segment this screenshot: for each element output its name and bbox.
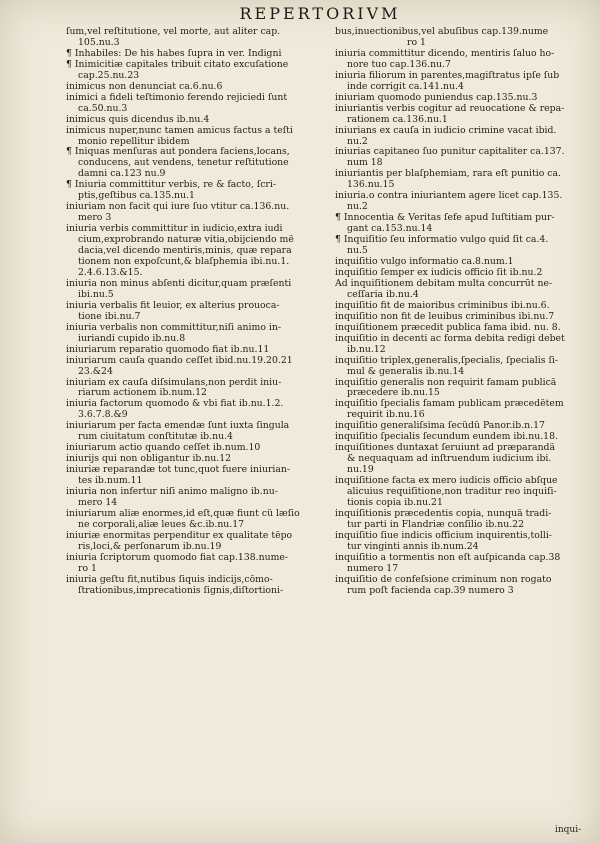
index-line: inquiſitio vulgo informatio ca.8.num.1 xyxy=(335,257,514,268)
index-line: 3.6.7.8.&9 xyxy=(78,410,128,421)
index-line: numero 17 xyxy=(347,563,399,574)
index-line: inquiſitio in decenti ac forma debita redigi debet xyxy=(335,333,565,344)
index-line: requirit ib.nu.16 xyxy=(347,410,425,421)
index-line: inimici a fideli teſtimonio ferendo rejiciedi ſunt xyxy=(66,92,288,103)
index-line: tes ib.num.11 xyxy=(78,476,143,487)
index-line: iniuriam non facit qui iure ſuo vtitur ca.136.nu. xyxy=(66,202,290,213)
index-line: 23.&24 xyxy=(78,366,113,377)
index-line: iniuria factorum quomodo & vbi fiat ib.nu.1.2. xyxy=(66,399,284,410)
index-line: iniuria filiorum in parentes,magiſtratus ipſe ſub xyxy=(335,70,560,81)
index-line: iniurijs qui non obligantur ib.nu.12 xyxy=(66,454,232,465)
index-line: iuriandi cupido ib.nu.8 xyxy=(78,333,186,344)
index-line: ne corporali,aliæ leues &c.ib.nu.17 xyxy=(78,519,245,530)
index-line: tur vinginti annis ib.num.24 xyxy=(347,541,479,552)
index-line: mul & generalis ib.nu.14 xyxy=(347,366,465,377)
index-line: iniuriæ reparandæ tot tunc,quot fuere iniurian- xyxy=(66,465,291,476)
right-column xyxy=(335,27,600,597)
running-title: REPERTORIVM xyxy=(239,4,401,23)
index-line: rationem ca.136.nu.1 xyxy=(347,114,448,125)
index-line: num 18 xyxy=(347,158,383,169)
index-line: iniuria committitur dicendo, mentiris ſaluo ho- xyxy=(335,48,555,59)
index-line: nu.2 xyxy=(347,202,368,213)
index-line: ceſſaria ib.nu.4 xyxy=(347,289,419,300)
index-line: inquiſitionis præcedentis copia, nunquã tradi- xyxy=(335,508,552,519)
index-line: iniuriam quomodo puniendus cap.135.nu.3 xyxy=(335,92,538,103)
index-line: iniuria ſcriptorum quomodo fiat cap.138.nume- xyxy=(66,552,289,563)
index-line: ro 1 xyxy=(407,37,426,48)
catchword: inqui- xyxy=(555,825,582,835)
index-line: tionis copia ib.nu.21 xyxy=(347,497,443,508)
index-line: ſtrationibus,imprecationis ſignis,diſtortioni- xyxy=(78,585,284,596)
index-line: iniurias capitaneo ſuo punitur capitaliter ca.137. xyxy=(335,147,565,158)
index-line: ptis,geſtibus ca.135.nu.1 xyxy=(78,191,195,202)
index-line: 136.nu.15 xyxy=(347,180,395,191)
index-line: & nequaquam ad inſtruendum iudicium ibi. xyxy=(347,454,552,465)
index-line: bus,inuectionibus,vel abuſibus cap.139.nume xyxy=(335,27,549,37)
index-line: nu.5 xyxy=(347,246,368,257)
index-line: ib.nu.12 xyxy=(347,344,386,355)
index-line: iniurians ex cauſa in iudicio crimine vacat ibid. xyxy=(335,125,557,136)
index-line: rum ciuitatum conſtitutæ ib.nu.4 xyxy=(78,432,233,443)
index-line: inimicus nuper,nunc tamen amicus factus a teſti xyxy=(66,125,293,136)
index-line: gant ca.153.nu.14 xyxy=(347,224,433,235)
index-line: inquiſitio triplex,generalis,ſpecialis, ſpecialis ſi- xyxy=(335,355,559,366)
index-line: præcedere ib.nu.15 xyxy=(347,388,440,399)
index-line: nu.2 xyxy=(347,136,368,147)
index-line: ¶ Inimicitiæ capitales tribuit citato excuſatione xyxy=(66,59,289,70)
index-line: ca.50.nu.3 xyxy=(78,103,128,114)
index-line: inquiſitio non fit de leuibus criminibus ibi.nu.7 xyxy=(335,311,555,322)
index-line: inquiſitio fit de maioribus criminibus ibi.nu.6. xyxy=(335,300,550,311)
index-line: monio repellitur ibidem xyxy=(78,136,190,147)
index-line: iniuriarum actio quando ceſſet ib.num.10 xyxy=(66,443,261,454)
index-line: iniuria non infertur niſi animo maligno ib.nu- xyxy=(66,487,278,498)
index-line: iniuria verbis committitur in iudicio,extra iudi xyxy=(66,224,283,235)
index-line: ro 1 xyxy=(78,563,97,574)
index-line: inquiſitio generaliſsima ſecũdũ Panor.ib.n.17 xyxy=(335,421,545,432)
index-line: tionem non expoſcunt,& blaſphemia ibi.nu.1. xyxy=(78,257,290,268)
index-line: inquiſitio ſpecialis ſecundum eundem ibi.nu.18. xyxy=(335,432,558,443)
index-line: iniuria verbalis non committitur,niſi animo in- xyxy=(66,322,281,333)
index-line: inquiſitione facta ex mero iudicis officio abſque xyxy=(335,476,558,487)
index-line: inquiſitio de confeſsione criminum non rogato xyxy=(335,574,552,585)
index-line: conducens, aut vendens, tenetur reſtitutione xyxy=(78,158,289,169)
index-line: inimicus non denunciat ca.6.nu.6 xyxy=(66,81,223,92)
index-line: inquiſitio a tormentis non eſt auſpicanda cap.38 xyxy=(335,552,561,563)
index-line: iniuriæ enormitas perpenditur ex qualitate tẽpo xyxy=(66,530,293,541)
index-line: inquiſitio ſpecialis famam publicam præcedẽtem xyxy=(335,399,564,410)
index-line: ibi.nu.5 xyxy=(78,289,114,300)
index-line: inde corrigit ca.141.nu.4 xyxy=(347,81,464,92)
index-line: cium,exprobrando naturæ vitia,obijciendo mẽ xyxy=(78,235,294,246)
index-line: inimicus quis dicendus ib.nu.4 xyxy=(66,114,210,125)
index-line: nore tuo cap.136.nu.7 xyxy=(347,59,451,70)
index-line: mero 14 xyxy=(78,497,118,508)
index-line: ¶ Inhabiles: De his habes ſupra in ver. Indigni xyxy=(66,48,282,59)
index-line: iniuriantis per blaſphemiam, rara eſt punitio ca. xyxy=(335,169,561,180)
index-line: inquiſitio generalis non requirit famam publicã xyxy=(335,377,557,388)
index-line: iniuria verbalis fit leuior, ex alterius prouoca- xyxy=(66,300,280,311)
index-line: inquiſitiones duntaxat ſeruiunt ad præparandã xyxy=(335,443,556,454)
index-line: rum poſt facienda cap.39 numero 3 xyxy=(347,585,514,596)
index-line: iniuria non minus abſenti dicitur,quam præſenti xyxy=(66,278,292,289)
index-line: ¶ Inquiſitio ſeu informatio vulgo quid ſit ca.4. xyxy=(335,235,549,246)
index-line: ¶ Iniuria committitur verbis, re & facto, ſcri- xyxy=(66,180,276,191)
index-line: nu.19 xyxy=(347,465,374,476)
index-line: inquiſitionem præcedit publica fama ibid. nu. 8. xyxy=(335,322,561,333)
index-line: alicuius requiſitione,non traditur reo inquiſi- xyxy=(347,487,557,498)
index-line: ¶ Innocentia & Veritas ſefe apud Iuſtitiam pur- xyxy=(335,213,555,224)
index-line: 2.4.6.13.&15. xyxy=(78,267,143,278)
index-line: iniuriarum per facta emendæ ſunt iuxta ſingula xyxy=(66,421,290,432)
index-line: inquiſitio ſiue indicis officium inquirentis,tolli- xyxy=(335,530,552,541)
index-line: iniuriarum reparatio quomodo fiat ib.nu.11 xyxy=(66,344,270,355)
index-line: mero 3 xyxy=(78,213,112,224)
index-line: tione ibi.nu.7 xyxy=(78,311,141,322)
index-line: dacia,vel dicendo mentiris,minis, quæ repara xyxy=(78,246,292,257)
index-line: ſum,vel reſtitutione, vel morte, aut aliter cap. xyxy=(66,27,281,37)
index-line: ris,loci,& perſonarum ib.nu.19 xyxy=(78,541,222,552)
index-line: inquiſitio ſemper ex iudicis officio ſit ib.nu.2 xyxy=(335,267,543,278)
index-line: Ad inquiſitionem debitam multa concurrūt ne- xyxy=(335,278,553,289)
index-line: damni ca.123 nu.9 xyxy=(78,169,166,180)
index-line: iniuriarum aliæ enormes,id eſt,quæ fiunt cũ læſio xyxy=(66,508,300,519)
index-line: cap.25.nu.23 xyxy=(78,70,140,81)
index-line: iniuria geſtu fit,nutibus ſiquis indicijs,cõmo- xyxy=(66,574,273,585)
index-line: iniuriantis verbis cogitur ad reuocatione & repa- xyxy=(335,103,565,114)
index-line: iniuriam ex cauſa diſsimulans,non perdit iniu- xyxy=(66,377,282,388)
index-line: iniuria.o contra iniuriantem agere licet cap.135. xyxy=(335,191,563,202)
index-line: riarum actionem ib.num.12 xyxy=(78,388,207,399)
index-line: ¶ Iniquas menſuras aut pondera faciens,locans, xyxy=(66,147,290,158)
left-column xyxy=(66,27,334,597)
index-line: 105.nu.3 xyxy=(78,37,120,48)
index-line: tur parti in Flandriæ conſilio ib.nu.22 xyxy=(347,519,525,530)
index-line: iniuriarum cauſa quando ceſſet ibid.nu.19.20.21 xyxy=(66,355,293,366)
